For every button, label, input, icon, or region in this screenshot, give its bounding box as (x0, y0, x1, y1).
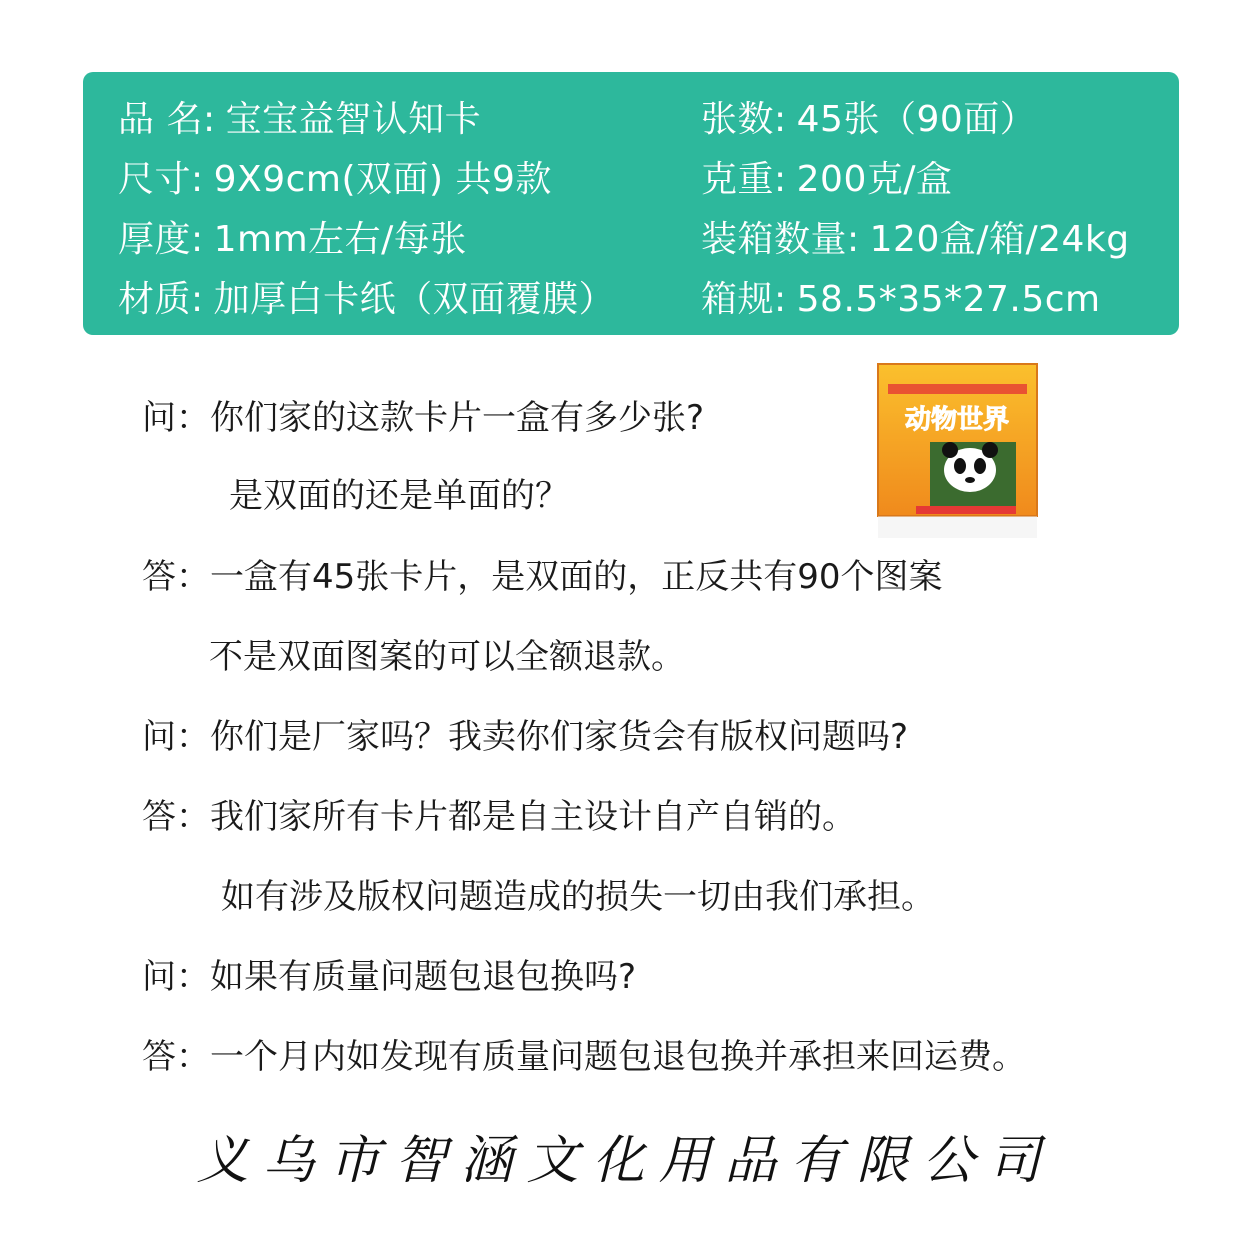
spec-name: 品 名: 宝宝益智认知卡 (118, 99, 482, 140)
qa-line: 不是双面图案的可以全额退款。 (209, 637, 685, 677)
spec-material: 材质: 加厚白卡纸（双面覆膜） (118, 279, 616, 320)
product-box-illustration (876, 362, 1039, 540)
spec-carton: 箱规: 58.5*35*27.5cm (701, 279, 1101, 320)
qa-line: 问：如果有质量问题包退包换吗? (142, 957, 637, 997)
product-box-image (876, 362, 1039, 540)
qa-line: 问：你们是厂家吗？我卖你们家货会有版权问题吗? (142, 717, 909, 757)
qa-line: 答：我们家所有卡片都是自主设计自产自销的。 (142, 797, 856, 837)
company-name: 义乌市智涵文化用品有限公司 (196, 1131, 1055, 1191)
product-title: 动物世界 (904, 405, 1010, 435)
spec-packing: 装箱数量: 120盒/箱/24kg (701, 219, 1130, 260)
spec-count: 张数: 45张（90面） (701, 99, 1037, 140)
qa-line: 答：一个月内如发现有质量问题包退包换并承担来回运费。 (142, 1037, 1026, 1077)
qa-line: 如有涉及版权问题造成的损失一切由我们承担。 (221, 877, 935, 917)
spec-size: 尺寸: 9X9cm(双面) 共9款 (118, 159, 552, 200)
spec-panel (83, 72, 1179, 335)
qa-line: 问：你们家的这款卡片一盒有多少张? (142, 398, 705, 438)
spec-weight: 克重: 200克/盒 (701, 159, 953, 200)
qa-line: 答：一盒有45张卡片，是双面的，正反共有90个图案 (142, 557, 943, 597)
spec-thickness: 厚度: 1mm左右/每张 (118, 219, 467, 260)
qa-line: 是双面的还是单面的？ (229, 476, 569, 516)
